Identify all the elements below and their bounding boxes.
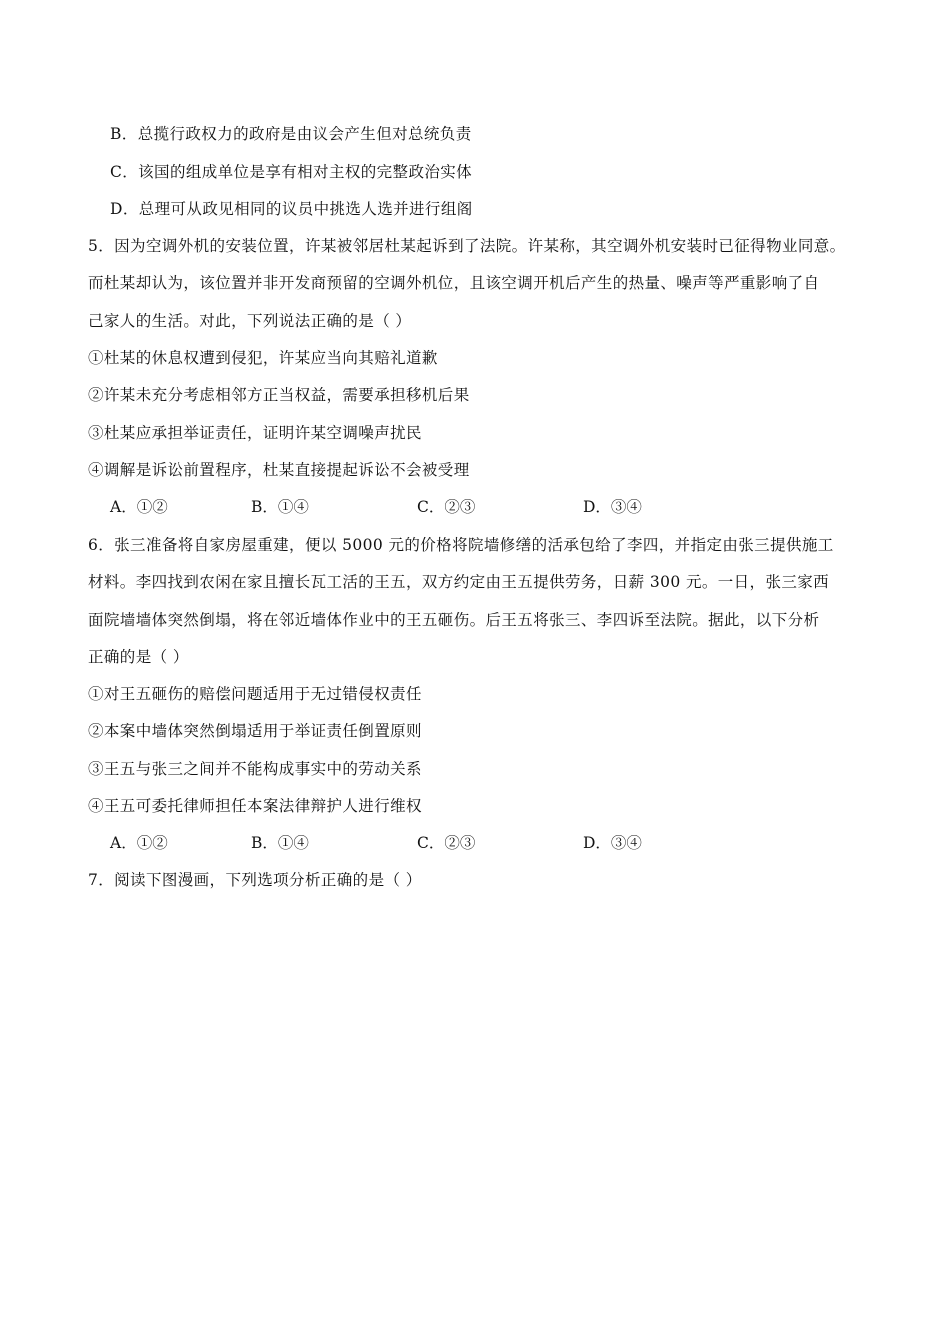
q6-stem-line-2: 材料。李四找到农闲在家且擅长瓦工活的王五，双方约定由王五提供劳务，日薪 300 元。一日，张三家西 xyxy=(88,573,830,591)
q6-item-4: ④王五可委托律师担任本案法律辩护人进行维权 xyxy=(88,797,422,815)
q5-stem-line-3: 己家人的生活。对此，下列说法正确的是（ ） xyxy=(88,312,412,330)
q6-item-2: ②本案中墙体突然倒塌适用于举证责任倒置原则 xyxy=(88,722,422,740)
q4-option-d: D．总理可从政见相同的议员中挑选人选并进行组阁 xyxy=(110,200,473,218)
q6-stem-line-4: 正确的是（ ） xyxy=(88,648,189,666)
q5-choice-d: D．③④ xyxy=(583,498,642,516)
q4-option-c: C．该国的组成单位是享有相对主权的完整政治实体 xyxy=(110,163,473,181)
q6-choice-c: C．②③ xyxy=(417,834,476,852)
q4-option-b: B．总揽行政权力的政府是由议会产生但对总统负责 xyxy=(110,125,472,143)
q5-item-4: ④调解是诉讼前置程序，杜某直接提起诉讼不会被受理 xyxy=(88,461,470,479)
q5-item-1: ①杜某的休息权遭到侵犯，许某应当向其赔礼道歉 xyxy=(88,349,438,367)
q6-item-1: ①对王五砸伤的赔偿问题适用于无过错侵权责任 xyxy=(88,685,422,703)
q6-stem-line-1: 6．张三准备将自家房屋重建，便以 5000 元的价格将院墙修缮的活承包给了李四，并指定由张三提供施工 xyxy=(88,536,834,554)
q5-choice-a: A．①② xyxy=(110,498,168,516)
q5-stem-line-2: 而杜某却认为，该位置并非开发商预留的空调外机位，且该空调开机后产生的热量、噪声等严重影响了自 xyxy=(88,274,820,292)
q5-choice-b: B．①④ xyxy=(251,498,309,516)
q5-item-2: ②许某未充分考虑相邻方正当权益，需要承担移机后果 xyxy=(88,386,470,404)
q6-choice-a: A．①② xyxy=(110,834,168,852)
q7-stem: 7．阅读下图漫画，下列选项分析正确的是（ ） xyxy=(88,871,422,889)
q5-choice-c: C．②③ xyxy=(417,498,476,516)
q6-choice-d: D．③④ xyxy=(583,834,642,852)
q5-stem-line-1: 5．因为空调外机的安装位置，许某被邻居杜某起诉到了法院。许某称，其空调外机安装时已征得物业同意。 xyxy=(88,237,846,255)
q6-item-3: ③王五与张三之间并不能构成事实中的劳动关系 xyxy=(88,760,422,778)
q5-item-3: ③杜某应承担举证责任，证明许某空调噪声扰民 xyxy=(88,424,422,442)
q6-stem-line-3: 面院墙墙体突然倒塌，将在邻近墙体作业中的王五砸伤。后王五将张三、李四诉至法院。据此，以下分析 xyxy=(88,611,820,629)
q6-choice-b: B．①④ xyxy=(251,834,309,852)
